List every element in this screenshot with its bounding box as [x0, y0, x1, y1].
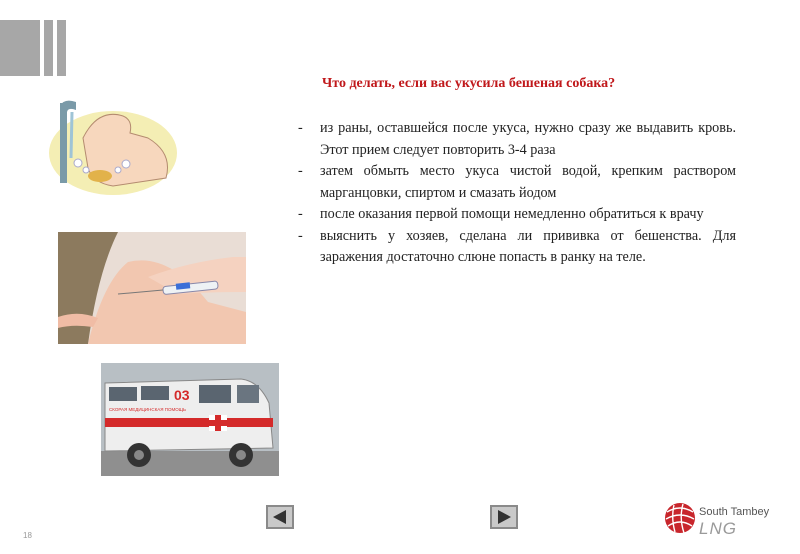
triangle-right-icon	[492, 507, 516, 527]
page-number: 18	[23, 531, 32, 540]
ambulance-number: 03	[174, 387, 190, 403]
ambulance-photo	[101, 363, 279, 476]
next-slide-button[interactable]	[490, 505, 518, 529]
triangle-left-icon	[268, 507, 292, 527]
company-logo	[663, 500, 783, 540]
logo-line2: LNG	[699, 519, 737, 538]
prev-slide-button[interactable]	[266, 505, 294, 529]
list-item: - затем обмыть место укуса чистой водой, крепким раствором марганцовки, спиртом и смазать йодом	[298, 163, 736, 201]
handwash-illustration	[38, 98, 178, 198]
globe-logo-icon	[663, 500, 697, 536]
injection-photo	[58, 232, 246, 344]
list-item: - выяснить у хозяев, сделана ли прививка от бешенства. Для заражения достаточно слюне попасть в ранку на теле.	[298, 227, 736, 265]
list-item: - после оказания первой помощи немедленно обратиться к врачу	[298, 206, 704, 222]
instruction-list	[298, 118, 736, 269]
list-item: - из раны, оставшейся после укуса, нужно сразу же выдавить кровь. Этот прием следует повторить 3-4 раза	[298, 120, 736, 158]
ambulance-side-text: СКОРАЯ МЕДИЦИНСКАЯ ПОМОЩЬ	[109, 407, 186, 412]
logo-line1: South Tambey	[699, 506, 770, 518]
slide-title: Что делать, если вас укусила бешеная собака?	[322, 76, 616, 91]
